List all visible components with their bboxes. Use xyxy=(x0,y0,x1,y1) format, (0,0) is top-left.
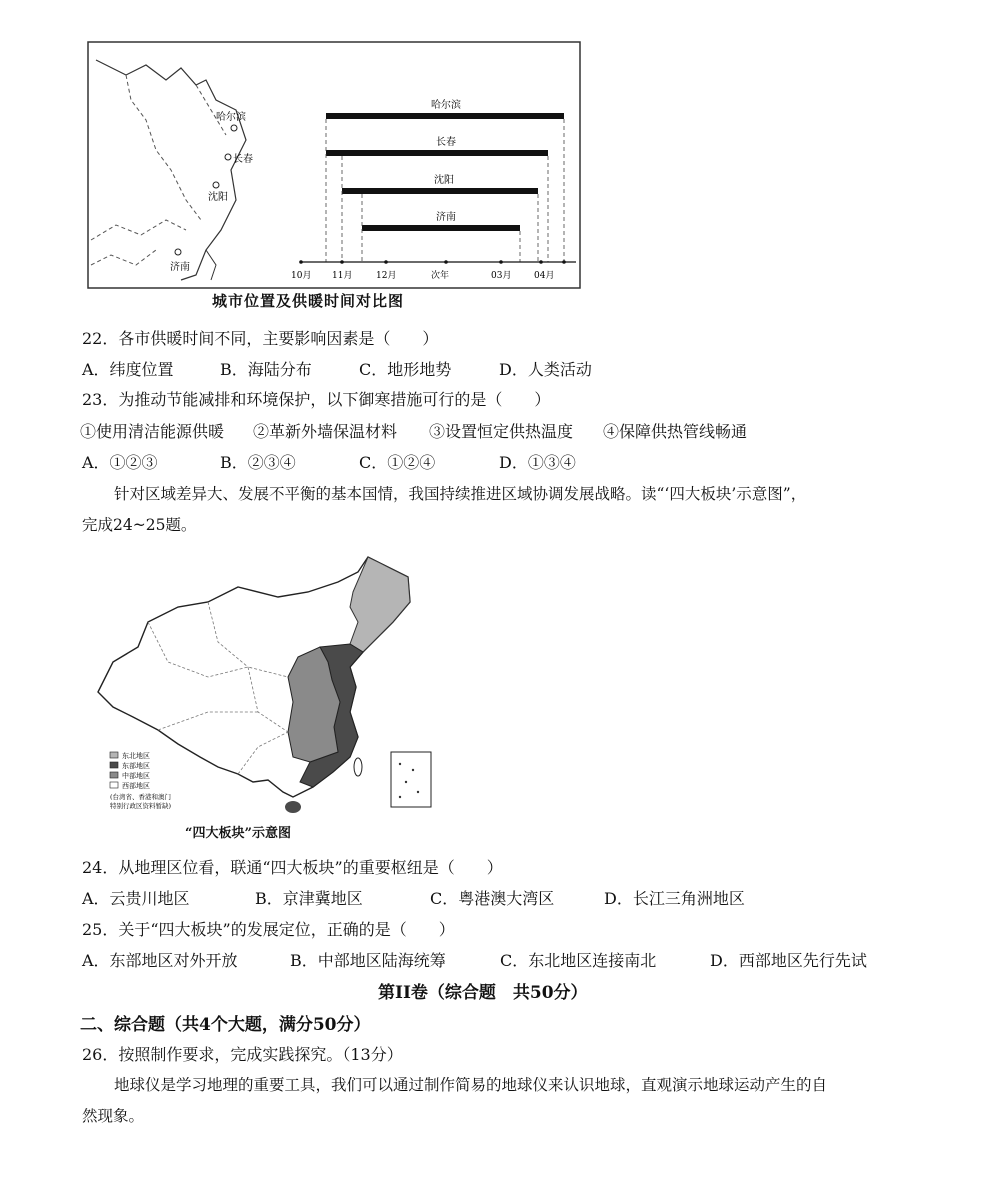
axis-label-nextyear: 次年 xyxy=(431,271,450,281)
axis-label-apr: 04月 xyxy=(534,271,555,281)
q22-option-b[interactable]: B．海陆分布 xyxy=(220,360,312,379)
map-legend xyxy=(110,751,172,810)
bar-label-changchun: 长春 xyxy=(436,137,456,148)
heating-figure-caption: 城市位置及供暖时间对比图 xyxy=(212,292,405,310)
bar-changchun xyxy=(326,150,548,156)
axis-label-dec: 12月 xyxy=(376,271,397,281)
q26-para-line1: 地球仪是学习地理的重要工具，我们可以通过制作简易的地球仪来认识地球，直观演示地球运动产生的自 xyxy=(114,1076,828,1094)
q23-item-4: ④保障供热管线畅通 xyxy=(603,422,748,441)
q25-option-c[interactable]: C．东北地区连接南北 xyxy=(500,951,657,970)
taiwan-island xyxy=(354,758,362,776)
q22-option-c[interactable]: C．地形地势 xyxy=(359,360,452,379)
q25-option-a[interactable]: A．东部地区对外开放 xyxy=(82,951,238,970)
q24-option-c[interactable]: C．粤港澳大湾区 xyxy=(430,889,555,908)
q24-stem: 24．从地理区位看，联通“四大板块”的重要枢纽是（ ） xyxy=(82,858,503,877)
axis-label-oct: 10月 xyxy=(291,271,312,281)
q22-option-a[interactable]: A．纬度位置 xyxy=(82,360,174,379)
q22-stem: 22．各市供暖时间不同，主要影响因素是（ ） xyxy=(82,329,439,348)
q26-stem: 26．按照制作要求，完成实践探究。（13分） xyxy=(82,1045,403,1064)
q23-option-b[interactable]: B．②③④ xyxy=(220,453,296,472)
axis-label-mar: 03月 xyxy=(491,271,512,281)
legend-eastern: 东部地区 xyxy=(122,762,150,770)
legend-western: 西部地区 xyxy=(122,782,150,790)
four-regions-map-svg xyxy=(88,552,438,822)
q23-item-3: ③设置恒定供热温度 xyxy=(429,422,574,441)
q24-option-a[interactable]: A．云贵川地区 xyxy=(82,889,190,908)
q25-option-d[interactable]: D．西部地区先行先试 xyxy=(710,951,867,970)
q23-option-d[interactable]: D．①③④ xyxy=(499,453,576,472)
legend-note-line2: 特别行政区资料暂缺) xyxy=(110,802,172,810)
q23-item-1: ①使用清洁能源供暖 xyxy=(80,422,225,441)
bar-harbin xyxy=(326,113,564,119)
bar-label-jinan: 济南 xyxy=(436,212,456,223)
bar-shenyang xyxy=(342,188,538,194)
q24-option-b[interactable]: B．京津冀地区 xyxy=(255,889,363,908)
heating-figure xyxy=(86,40,582,292)
section-2-heading: 二、综合题（共4个大题，满分50分） xyxy=(80,1015,371,1035)
hainan-island xyxy=(285,801,301,813)
map-label-changchun: 长春 xyxy=(233,154,253,165)
legend-northeast: 东北地区 xyxy=(122,752,150,760)
bar-label-shenyang: 沈阳 xyxy=(434,175,454,186)
q26-para-line2: 然现象。 xyxy=(82,1107,145,1125)
axis-label-nov: 11月 xyxy=(332,271,353,281)
q23-item-2: ②革新外墙保温材料 xyxy=(253,422,398,441)
legend-note-line1: (台湾省、香港和澳门 xyxy=(110,793,172,801)
map-label-shenyang: 沈阳 xyxy=(208,192,228,203)
bar-jinan xyxy=(362,225,520,231)
intro-24-25-line1: 针对区域差异大、发展不平衡的基本国情，我国持续推进区域协调发展战略。读“‘四大板块’示意图”， xyxy=(114,485,807,503)
heating-figure-svg xyxy=(86,40,582,292)
map-label-harbin: 哈尔滨 xyxy=(216,112,246,123)
map-label-jinan: 济南 xyxy=(170,262,190,273)
legend-central: 中部地区 xyxy=(122,772,150,780)
four-regions-caption: “四大板块”示意图 xyxy=(185,826,291,841)
q24-option-d[interactable]: D．长江三角洲地区 xyxy=(604,889,745,908)
q23-option-a[interactable]: A．①②③ xyxy=(82,453,158,472)
q25-option-b[interactable]: B．中部地区陆海统筹 xyxy=(290,951,446,970)
south-sea-inset xyxy=(391,752,431,807)
intro-24-25-line2: 完成24~25题。 xyxy=(82,516,197,534)
q22-option-d[interactable]: D．人类活动 xyxy=(499,360,592,379)
four-regions-map xyxy=(88,552,438,822)
q25-stem: 25．关于“四大板块”的发展定位，正确的是（ ） xyxy=(82,920,455,939)
q23-option-c[interactable]: C．①②④ xyxy=(359,453,436,472)
q23-stem: 23．为推动节能减排和环境保护，以下御寒措施可行的是（ ） xyxy=(82,390,551,409)
bar-label-harbin: 哈尔滨 xyxy=(431,100,461,111)
part2-title: 第II卷（综合题 共50分） xyxy=(378,983,588,1003)
